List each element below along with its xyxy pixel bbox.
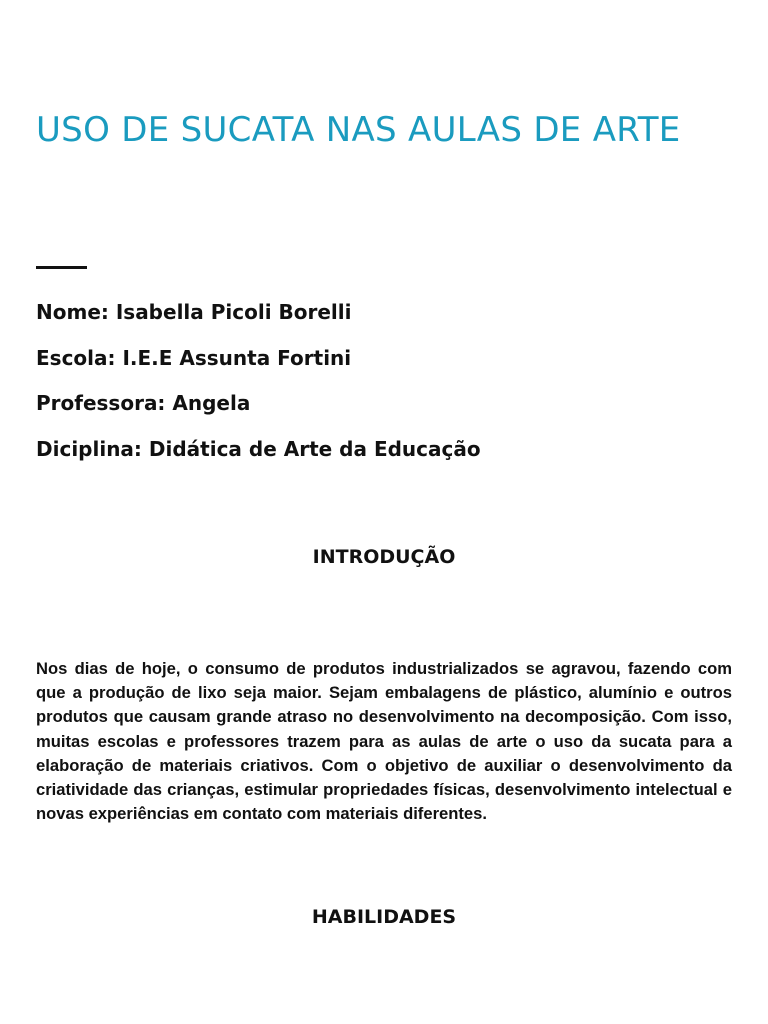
school-name: Escola: I.E.E Assunta Fortini <box>36 345 352 370</box>
student-name: Nome: Isabella Picoli Borelli <box>36 300 352 324</box>
teacher-name: Professora: Angela <box>36 391 251 415</box>
document-info-list <box>36 290 726 472</box>
skills-heading: HABILIDADES <box>311 906 457 928</box>
subject-name: Diciplina: Didática de Arte da Educação <box>36 436 481 461</box>
document-title: USO DE SUCATA NAS AULAS DE ARTE <box>36 110 681 150</box>
introduction-paragraph: Nos dias de hoje, o consumo de produtos industrializados se agravou, fazendo com que a produção de lixo seja maior. Sejam embalagens de plástico, alumínio e outros produtos que causam grande atraso no desenvolvimento na decomposição. Com isso, muitas escolas e professores trazem para as aulas de arte o uso da sucata para a elaboração de materiais criativos. Com o objetivo de auxiliar o desenvolvimento da criatividade das crianças, estimular propriedades físicas, desenvolvimento intelectual e novas experiências em contato com materiais diferentes. <box>36 659 732 824</box>
title-underline <box>36 266 87 269</box>
introduction-heading: INTRODUÇÃO <box>312 546 456 568</box>
